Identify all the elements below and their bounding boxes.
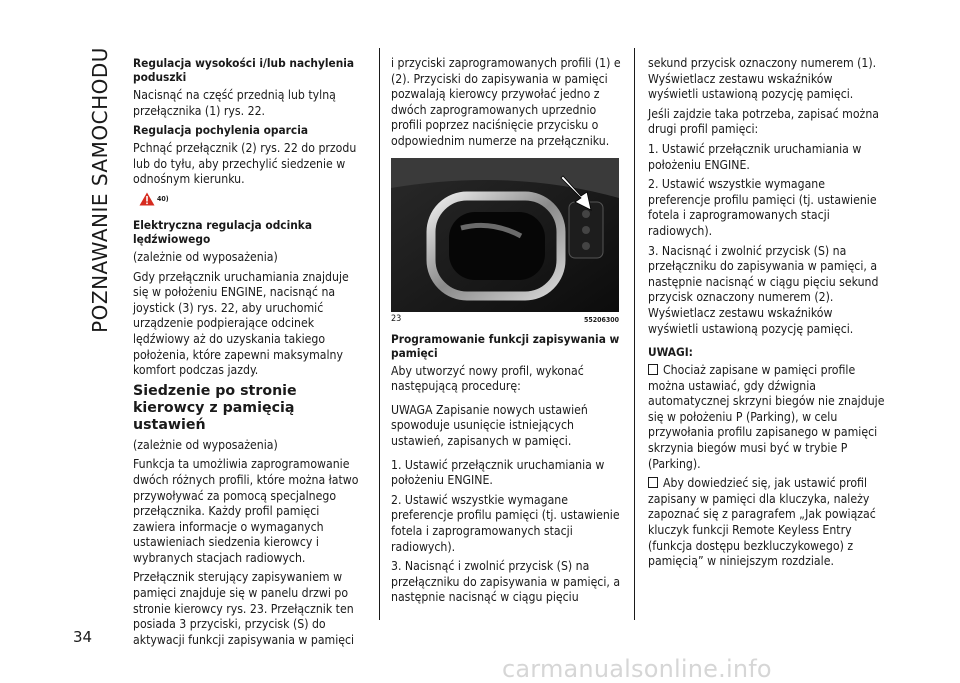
step-3: 3. Nacisnąć i zwolnić przycisk (S) na przełączniku do zapisywania w pamięci, a następnie nacisnąć w ciągu pięciu	[391, 559, 621, 605]
step-3: 3. Nacisnąć i zwolnić przycisk (S) na przełączniku do zapisywania w pamięci, a następnie nacisnąć w ciągu pięciu sekund przycisk oznaczony numerem (2). Wyświetlacz zestawu wskaźników wyświetli ustawioną pozycję pamięci.	[648, 243, 879, 336]
figure-number: 23	[391, 313, 402, 324]
column-1	[133, 56, 365, 652]
chapter-side-title: POZNAWANIE SAMOCHODU	[88, 47, 112, 333]
step-2: 2. Ustawić wszystkie wymagane preferencje profilu pamięci (tj. ustawienie fotela i zaprogramowanych stacji radiowych).	[648, 177, 877, 238]
watermark: carmanualsonline.info	[502, 655, 772, 683]
note-item: Chociaż zapisane w pamięci profile można ustawiać, gdy dźwignia automatycznej skrzyni biegów nie znajduje się w położeniu P (Parking), w celu przywołania profilu zapisanego w pamięci skrzynia biegów musi być w trybie P (Parking).	[648, 363, 885, 471]
column-divider	[634, 48, 635, 620]
note-item: Aby dowiedzieć się, jak ustawić profil zapisany w pamięci dla kluczyka, należy zapoznać się z paragrafem „Jak powiązać kluczyk funkcji Remote Keyless Entry (funkcja dostępu bezkluczykowego) z pamięcią” w niniejszym rozdziale.	[648, 476, 876, 569]
note-square-icon	[648, 364, 658, 375]
paragraph: (zależnie od wyposażenia)	[133, 437, 278, 452]
paragraph: Funkcja ta umożliwia zaprogramowanie dwóch różnych profili, które można łatwo przywoływać za pomocą specjalnego przełącznika. Każdy profil pamięci zawiera informacje o wymaganych ustawieniach siedzenia kierowcy i wybranych stacjach radiowych.	[133, 457, 359, 565]
paragraph: Nacisnąć na część przednią lub tylną przełącznika (1) rys. 22.	[133, 88, 336, 118]
step-1: 1. Ustawić przełącznik uruchamiania w położeniu ENGINE.	[648, 141, 862, 172]
warning-ref-number: 40)	[157, 194, 169, 203]
column-divider	[379, 48, 380, 620]
heading-programming: Programowanie funkcji zapisywania w pamięci	[391, 331, 620, 360]
step-1: 1. Ustawić przełącznik uruchamiania w położeniu ENGINE.	[391, 457, 605, 488]
warning-reference	[139, 192, 365, 212]
door-handle-photo	[391, 158, 619, 312]
figure-caption	[391, 314, 619, 324]
paragraph: Aby utworzyć nowy profil, wykonać następującą procedurę:	[391, 363, 584, 394]
paragraph: sekund przycisk oznaczony numerem (1). Wyświetlacz zestawu wskaźników wyświetli ustawioną pozycję pamięci.	[648, 56, 877, 102]
paragraph: i przyciski zaprogramowanych profili (1) e (2). Przyciski do zapisywania w pamięci pozwalają kierowcy przywołać jedno z dwóch zaprogramowanych uprzednio profili poprzez naciśnięcie przycisku o odpowiednim numerze na przełączniku.	[391, 56, 621, 148]
paragraph: Jeśli zajdzie taka potrzeba, zapisać można drugi profil pamięci:	[648, 106, 879, 137]
paragraph: Przełącznik sterujący zapisywaniem w pamięci znajduje się w panelu drzwi po stronie kierowcy rys. 23. Przełącznik ten posiada 3 przyciski, przycisk (S) do aktywacji funkcji zapisywania w pamięci	[133, 570, 355, 647]
column-2	[391, 56, 623, 610]
heading-cushion-height: Regulacja wysokości i/lub nachylenia poduszki	[133, 56, 355, 84]
figure-door-panel-memory-switch	[391, 158, 619, 312]
page-number: 34	[73, 628, 93, 646]
heading-backrest: Regulacja pochylenia oparcia	[133, 123, 309, 138]
section-heading-memory-seat: Siedzenie po stronie kierowcy z pamięcią ustawień	[133, 382, 297, 433]
heading-notes: UWAGI:	[648, 345, 693, 360]
figure-code: 55206300	[583, 315, 619, 324]
column-3	[648, 56, 886, 574]
step-2: 2. Ustawić wszystkie wymagane preferencje profilu pamięci (tj. ustawienie fotela i zaprogramowanych stacji radiowych).	[391, 492, 620, 554]
warning-triangle-icon	[139, 192, 155, 206]
paragraph: Pchnąć przełącznik (2) rys. 22 do przodu lub do tyłu, aby przechylić siedzenie w odnośnym kierunku.	[133, 141, 357, 187]
note-square-icon	[648, 477, 658, 488]
heading-lumbar: Elektryczna regulacja odcinka lędźwiowego	[133, 217, 312, 246]
paragraph-notice: UWAGA Zapisanie nowych ustawień spowoduje usunięcie istniejących ustawień, zapisanych w pamięci.	[391, 402, 588, 448]
paragraph: (zależnie od wyposażenia)	[133, 249, 278, 264]
paragraph: Gdy przełącznik uruchamiania znajduje się w położeniu ENGINE, nacisnąć na joystick (3) rys. 22, aby uruchomić urządzenie podpierające odcinek lędźwiowy aż do uzyskania takiego położenia, które zapewni maksymalny komfort podczas jazdy.	[133, 269, 349, 378]
